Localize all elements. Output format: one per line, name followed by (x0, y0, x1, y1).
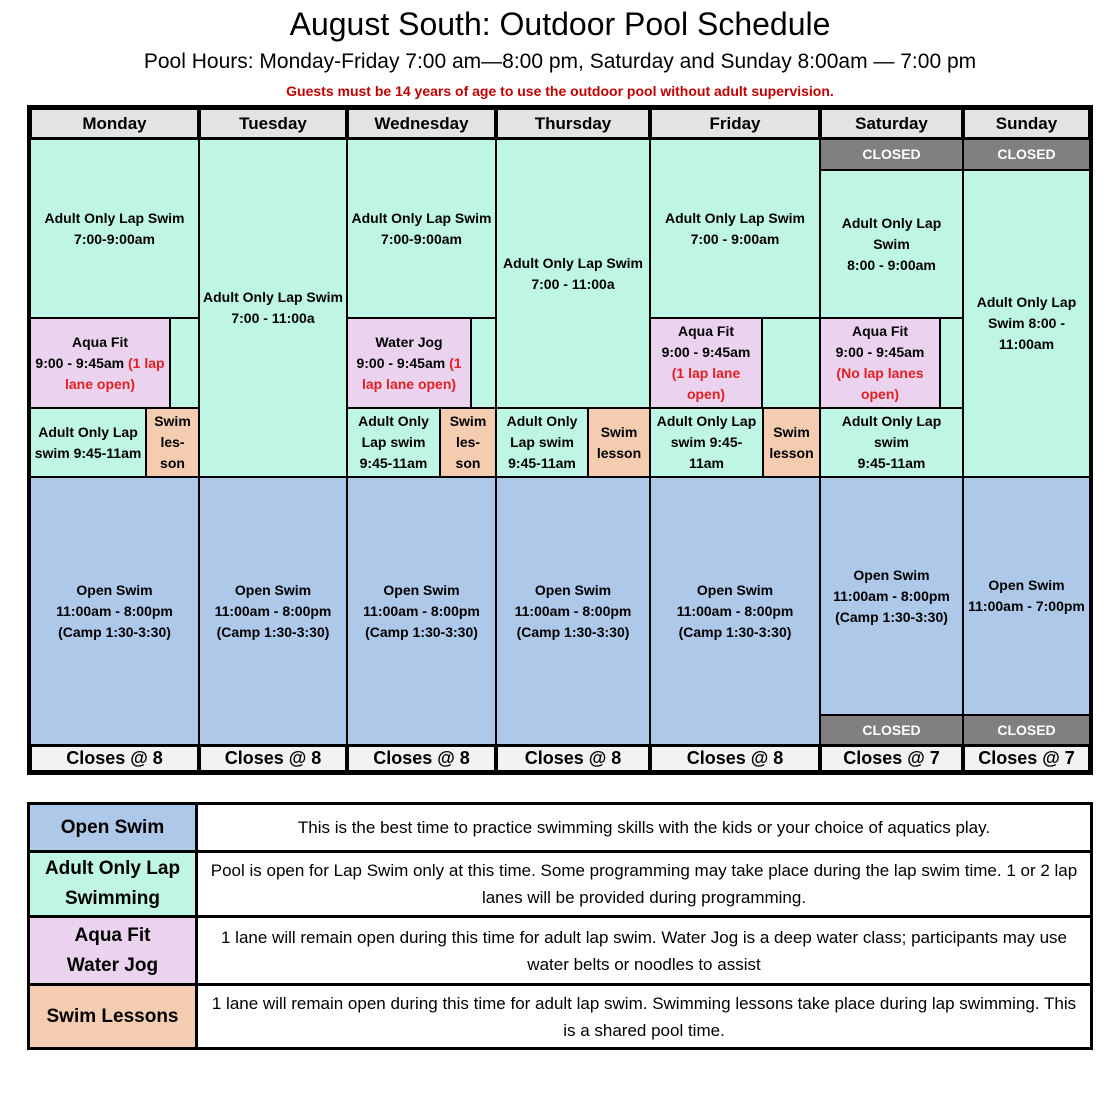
wednesday-swim-lesson: Swim les- son (440, 408, 496, 477)
sunday-lap-swim: Adult Only Lap Swim 8:00 - 11:00am (963, 170, 1090, 477)
day-header-friday: Friday (650, 108, 820, 139)
sunday-closed-morning: CLOSED (963, 139, 1090, 170)
thursday-lap-swim: Adult Only Lap Swim 7:00 - 11:00a (496, 139, 650, 408)
thursday-open-swim: Open Swim 11:00am - 8:00pm (Camp 1:30-3:30) (496, 477, 650, 745)
legend-row-aqua-fit (30, 918, 1090, 983)
friday-open-swim: Open Swim 11:00am - 8:00pm (Camp 1:30-3:30) (650, 477, 820, 745)
friday-lap-swim: Adult Only Lap Swim 7:00 - 9:00am (650, 139, 820, 318)
legend-key-open-swim: Open Swim (30, 805, 198, 850)
friday-lap-swim-late: Adult Only Lap swim 9:45- 11am (650, 408, 763, 477)
schedule-grid (27, 105, 1093, 775)
saturday-lap-swim-late: Adult Only Lap swim 9:45-11am (820, 408, 963, 477)
friday-swim-lesson: Swim lesson (763, 408, 820, 477)
friday-closing-time: Closes @ 8 (650, 745, 820, 772)
tuesday-lap-swim: Adult Only Lap Swim 7:00 - 11:00a (199, 139, 347, 477)
thursday-lap-swim-late: Adult Only Lap swim 9:45-11am (496, 408, 588, 477)
pool-hours: Pool Hours: Monday-Friday 7:00 am—8:00 pm, Saturday and Sunday 8:00am — 7:00 pm (143, 50, 977, 73)
day-header-tuesday: Tuesday (199, 108, 347, 139)
friday-aqua-fit-lap-lane (762, 318, 820, 408)
monday-lap-swim-late: Adult Only Lap swim 9:45-11am (30, 408, 146, 477)
monday-aqua-fit-lap-lane (170, 318, 199, 408)
saturday-aqua-fit-lap-lane (940, 318, 963, 408)
wednesday-water-jog-lap-lane (471, 318, 496, 408)
monday-aqua-fit: Aqua Fit 9:00 - 9:45am (1 lap lane open) (30, 318, 170, 408)
legend-desc-lap-swim: Pool is open for Lap Swim only at this time. Some programming may take place during the lap swim time. 1 or 2 lap lanes will be provided during programming. (198, 853, 1090, 915)
saturday-open-swim: Open Swim 11:00am - 8:00pm (Camp 1:30-3:30) (820, 477, 963, 715)
legend-key-lap-swim: Adult Only Lap Swimming (30, 853, 198, 915)
legend-desc-open-swim: This is the best time to practice swimming skills with the kids or your choice of aquatics play. (198, 805, 1090, 850)
wednesday-lap-swim-late: Adult Only Lap swim 9:45-11am (347, 408, 440, 477)
day-header-saturday: Saturday (820, 108, 963, 139)
monday-swim-lesson: Swim les- son (146, 408, 199, 477)
saturday-closed-evening: CLOSED (820, 715, 963, 745)
saturday-closing-time: Closes @ 7 (820, 745, 963, 772)
wednesday-lap-swim: Adult Only Lap Swim 7:00-9:00am (347, 139, 496, 318)
age-notice: Guests must be 14 years of age to use the outdoor pool without adult supervision. (286, 83, 834, 99)
saturday-closed-morning: CLOSED (820, 139, 963, 170)
sunday-closed-evening: CLOSED (963, 715, 1090, 745)
day-header-monday: Monday (30, 108, 199, 139)
saturday-lap-swim: Adult Only Lap Swim 8:00 - 9:00am (820, 170, 963, 318)
tuesday-open-swim: Open Swim 11:00am - 8:00pm (Camp 1:30-3:30) (199, 477, 347, 745)
legend-row-lap-swim (30, 853, 1090, 915)
monday-lap-swim: Adult Only Lap Swim 7:00-9:00am (30, 139, 199, 318)
sunday-open-swim: Open Swim 11:00am - 7:00pm (963, 477, 1090, 715)
legend-row-swim-lessons (30, 986, 1090, 1047)
legend-table (27, 802, 1093, 1050)
day-header-sunday: Sunday (963, 108, 1090, 139)
tuesday-closing-time: Closes @ 8 (199, 745, 347, 772)
wednesday-closing-time: Closes @ 8 (347, 745, 496, 772)
saturday-aqua-fit: Aqua Fit 9:00 - 9:45am (No lap lanes open) (820, 318, 940, 408)
legend-desc-aqua-fit: 1 lane will remain open during this time for adult lap swim. Water Jog is a deep water class; participants may use water belts or noodles to assist (198, 918, 1090, 983)
day-header-thursday: Thursday (496, 108, 650, 139)
day-header-wednesday: Wednesday (347, 108, 496, 139)
wednesday-water-jog: Water Jog 9:00 - 9:45am (1 lap lane open) (347, 318, 471, 408)
legend-row-open-swim (30, 805, 1090, 850)
page-title: August South: Outdoor Pool Schedule (289, 6, 831, 42)
monday-open-swim: Open Swim 11:00am - 8:00pm (Camp 1:30-3:30) (30, 477, 199, 745)
wednesday-open-swim: Open Swim 11:00am - 8:00pm (Camp 1:30-3:30) (347, 477, 496, 745)
legend-key-swim-lessons: Swim Lessons (30, 986, 198, 1047)
thursday-closing-time: Closes @ 8 (496, 745, 650, 772)
legend-key-aqua-fit: Aqua Fit Water Jog (30, 918, 198, 983)
sunday-closing-time: Closes @ 7 (963, 745, 1090, 772)
legend-desc-swim-lessons: 1 lane will remain open during this time for adult lap swim. Swimming lessons take place during lap swimming. This is a shared pool time. (198, 986, 1090, 1047)
monday-closing-time: Closes @ 8 (30, 745, 199, 772)
friday-aqua-fit: Aqua Fit 9:00 - 9:45am (1 lap lane open) (650, 318, 762, 408)
thursday-swim-lesson: Swim lesson (588, 408, 650, 477)
